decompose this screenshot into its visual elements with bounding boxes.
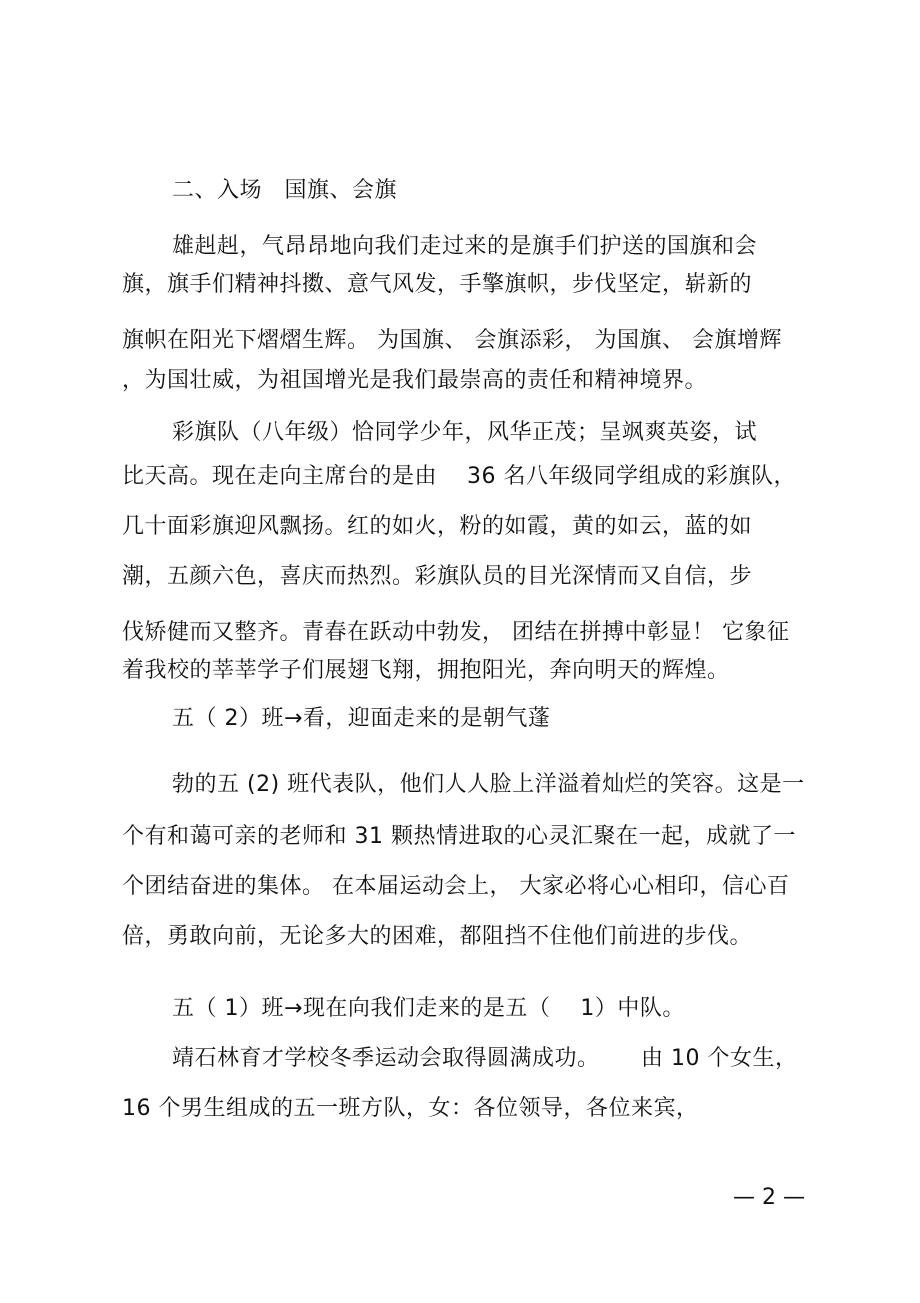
class-heading: 五（ 1）班→现在向我们走来的是五（ 1）中队。 <box>172 996 685 1021</box>
paragraph-line: 雄赳赳，气昂昂地向我们走过来的是旗手们护送的国旗和会 <box>172 234 758 259</box>
paragraph-line: ，为国壮威，为祖国增光是我们最崇高的责任和精神境界。 <box>122 368 708 393</box>
paragraph-line: 比天高。现在走向主席台的是由 36 名八年级同学组成的彩旗队， <box>122 464 796 489</box>
section-heading: 二、入场 国旗、会旗 <box>172 178 398 203</box>
paragraph-line: 旗帜在阳光下熠熠生辉。 为国旗、 会旗添彩， 为国旗、 会旗增辉 <box>122 328 782 353</box>
paragraph-line: 几十面彩旗迎风飘扬。红的如火，粉的如霞，黄的如云，蓝的如 <box>122 514 753 539</box>
class-heading: 五（ 2）班→看，迎面走来的是朝气蓬 <box>172 706 551 731</box>
paragraph-line: 个有和蔼可亲的老师和 31 颗热情进取的心灵汇聚在一起，成就了一 <box>122 824 796 849</box>
paragraph-line: 勃的五 (2) 班代表队，他们人人脸上洋溢着灿烂的笑容。这是一 <box>172 772 805 797</box>
paragraph-line: 个团结奋进的集体。 在本届运动会上， 大家必将心心相印，信心百 <box>122 874 790 899</box>
paragraph-line: 潮，五颜六色，喜庆而热烈。彩旗队员的目光深情而又自信，步 <box>122 564 753 589</box>
paragraph-line: 伐矫健而又整齐。青春在跃动中勃发， 团结在拼搏中彰显！ 它象征 <box>122 620 790 645</box>
paragraph-line: 靖石林育才学校冬季运动会取得圆满成功。 由 10 个女生， <box>172 1046 798 1071</box>
paragraph-line: 旗，旗手们精神抖擞、意气风发，手擎旗帜，步伐坚定，崭新的 <box>122 272 753 297</box>
paragraph-line: 彩旗队（八年级）恰同学少年，风华正茂；呈飒爽英姿，试 <box>172 420 758 445</box>
paragraph-line: 倍，勇敢向前，无论多大的困难，都阻挡不住他们前进的步伐。 <box>122 924 753 949</box>
paragraph-line: 16 个男生组成的五一班方队，女：各位领导，各位来宾， <box>122 1096 699 1121</box>
page-number: — 2 — <box>733 1185 805 1210</box>
paragraph-line: 着我校的莘莘学子们展翅飞翔，拥抱阳光，奔向明天的辉煌。 <box>122 658 730 683</box>
